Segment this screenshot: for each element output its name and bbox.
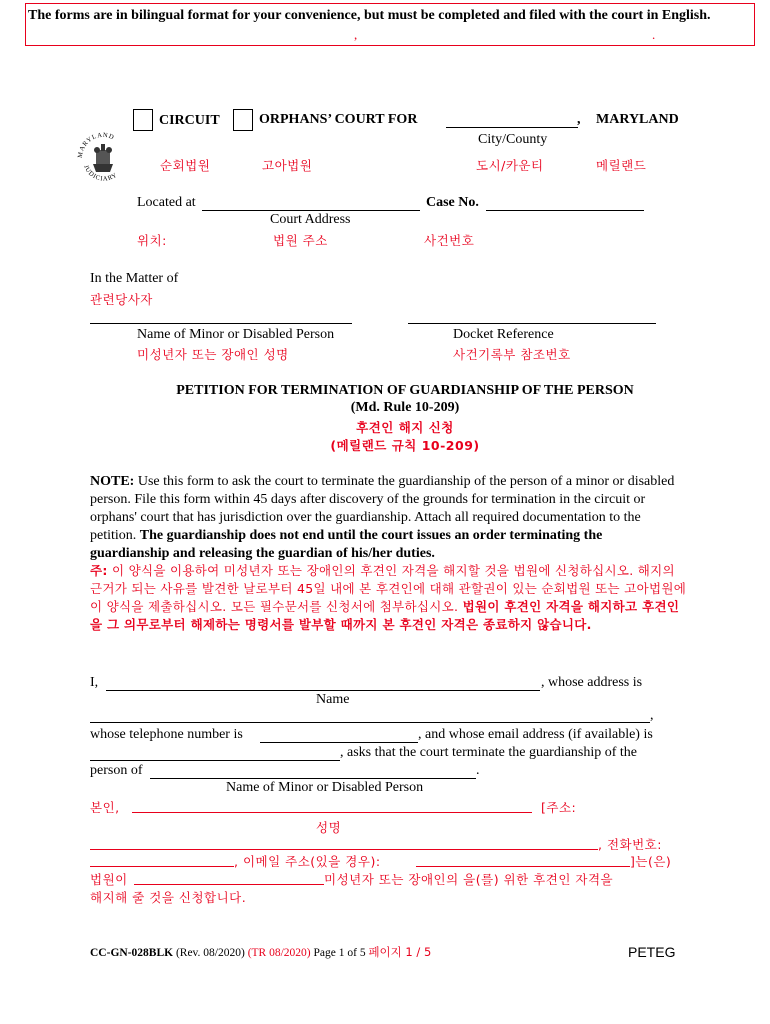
case-no-label: Case No. [426, 195, 479, 210]
name-label: Name [316, 692, 350, 707]
asks-label: , asks that the court terminate the guardianship of the [340, 745, 638, 760]
ko-located-label: 위치: [137, 233, 167, 248]
docket-reference-label: Docket Reference [453, 327, 554, 342]
petitioner-name-field[interactable] [106, 690, 540, 691]
note-text: Use this form to ask the court to terminate the guardianship of the person of a minor or disabled person. File this form within 45 days after discovery of the grounds for termination in the circuit or orphans' court that has jurisdiction over the guardianship. Attach all required documentation to the petition. [90, 474, 675, 543]
ko-email-field[interactable] [416, 866, 630, 867]
circuit-label: CIRCUIT [159, 113, 220, 128]
name-minor-label: Name of Minor or Disabled Person [137, 327, 335, 342]
petition-rule: (Md. Rule 10-209) [350, 400, 460, 415]
in-the-matter-label: In the Matter of [90, 271, 179, 286]
court-address-label: Court Address [270, 212, 351, 227]
email-field[interactable] [90, 760, 340, 761]
ko-minor-name-field[interactable] [134, 884, 324, 885]
ko-court-address-label: 법원 주소 [273, 233, 328, 248]
ko-city-county-label: 도시/카운티 [476, 158, 544, 173]
notice-ko-comma: , [354, 27, 358, 42]
phone-field[interactable] [260, 742, 418, 743]
person-of-label: person of [90, 763, 143, 778]
ko-rest-label: 미성년자 또는 장애인의 을(를) 위한 후견인 자격을 [324, 872, 614, 887]
ko-address-field[interactable] [90, 849, 598, 850]
ko-case-no-label: 사건번호 [424, 233, 475, 248]
whose-address-label: , whose address is [541, 675, 643, 690]
ko-email-end: ]는(은) [630, 854, 672, 869]
seal-text-bottom: JUDICIARY [82, 164, 119, 183]
footer-code: PETEG [628, 944, 676, 960]
minor-name-field-2[interactable] [150, 778, 476, 779]
footer-form-number: CC-GN-028BLK [90, 947, 174, 959]
ko-name-label: 성명 [316, 820, 342, 835]
located-at-label: Located at [137, 195, 196, 210]
ko-i-label: 본인, [90, 800, 120, 815]
bilingual-notice-box [25, 3, 755, 46]
ko-circuit-label: 순회법원 [160, 158, 211, 173]
ko-email-label: , 이메일 주소(있을 경우): [234, 854, 381, 869]
city-county-label: City/County [478, 132, 548, 147]
ko-docket-label: 사건기록부 참조번호 [453, 347, 571, 362]
notice-ko-period: . [652, 27, 656, 42]
minor-name-field[interactable] [90, 323, 352, 324]
ko-note-bold-text: 법원이 후견인 자격을 해지하고 후견인을 그 의무로부터 해제하는 명령서를 발부할 때까지 본 후견인 자격은 종료하지 않습니다. [90, 599, 680, 632]
ko-phone-label: , 전화번호: [598, 837, 662, 852]
note-paragraph [90, 473, 680, 563]
name-minor-label-2: Name of Minor or Disabled Person [226, 780, 424, 795]
ko-in-the-matter-label: 관련당사자 [90, 292, 153, 307]
footer-form-info [90, 944, 431, 960]
maryland-label: MARYLAND [596, 112, 679, 127]
orphans-court-checkbox[interactable] [233, 109, 253, 131]
footer-ko-page: 페이지 1 / 5 [368, 945, 432, 959]
petition-title: PETITION FOR TERMINATION OF GUARDIANSHIP OF THE PERSON [176, 383, 634, 398]
court-comma: , [577, 112, 581, 127]
ko-address-label: [주소: [541, 800, 577, 815]
footer-tr: (TR 08/2020) [247, 947, 311, 959]
ko-maryland-label: 메릴랜드 [596, 158, 647, 173]
petition-i: I, [90, 675, 99, 690]
address-comma: , [650, 708, 654, 723]
case-no-field[interactable] [486, 210, 644, 211]
ko-phone-field[interactable] [90, 866, 234, 867]
seal-text-top: MARYLAND [76, 131, 116, 159]
note-label: NOTE: [90, 474, 135, 489]
ko-name-field[interactable] [132, 812, 532, 813]
ko-petition-title: 후견인 해지 신청 [356, 420, 454, 435]
ko-petition-rule: (메릴랜드 규칙 10-209) [330, 438, 480, 453]
ko-name-minor-label: 미성년자 또는 장애인 성명 [137, 347, 289, 362]
court-address-field[interactable] [202, 210, 420, 211]
footer-page: Page 1 of 5 [313, 947, 366, 959]
ko-note-label: 주: [90, 563, 108, 578]
city-county-field[interactable] [446, 127, 578, 128]
maryland-judiciary-seal-icon [76, 128, 130, 190]
docket-reference-field[interactable] [408, 323, 656, 324]
email-label: , and whose email address (if available) is [418, 727, 653, 742]
note-bold-text: The guardianship does not end until the court issues an order terminating the guardianship and releasing the guardian of his/her duties. [90, 528, 603, 561]
ko-note-text: 이 양식을 이용하여 미성년자 또는 장애인의 후견인 자격을 해지할 것을 법원에 신청하십시오. 해지의 근거가 되는 사유를 발견한 날로부터 45일 내에 본 후견인에 대해 관할권이 있는 순회법원 또는 고아법원에 이 양식을 제출하십시오. 모든 필수문서를 신청서에 첨부하십시오. [90, 563, 687, 614]
person-of-period: . [476, 763, 480, 778]
footer-rev: (Rev. 08/2020) [175, 947, 245, 959]
circuit-court-checkbox[interactable] [133, 109, 153, 131]
ko-court-label: 법원이 [90, 872, 128, 887]
orphans-court-label: ORPHANS’ COURT FOR [259, 112, 418, 127]
address-field[interactable] [90, 722, 650, 723]
ko-orphans-label: 고아법원 [262, 158, 313, 173]
ko-last-line: 해지해 줄 것을 신청합니다. [90, 890, 247, 905]
whose-phone-label: whose telephone number is [90, 727, 243, 742]
ko-note-paragraph [90, 562, 690, 634]
notice-text: The forms are in bilingual format for your convenience, but must be completed and filed with the court in English. [28, 8, 711, 23]
